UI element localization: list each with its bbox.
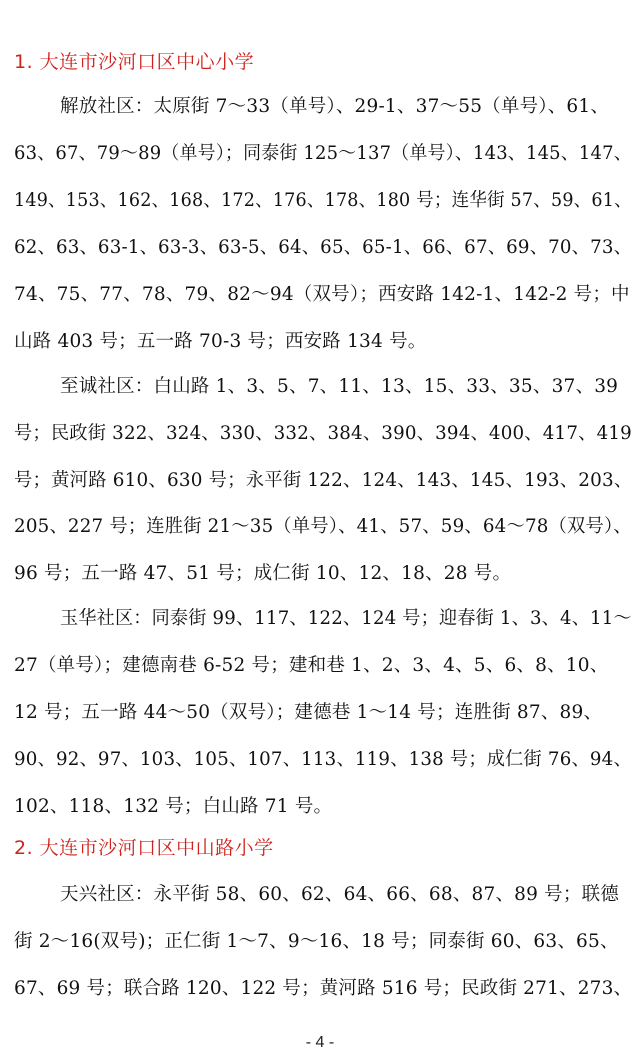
section-heading-1: 1. 大连市沙河口区中心小学 (14, 51, 255, 73)
text-line: 街 2～16(双号)；正仁街 1～7、9～16、18 号；同泰街 60、63、65、 (14, 931, 619, 952)
text-line: 天兴社区：永平街 58、60、62、64、66、68、87、89 号；联德 (60, 884, 619, 905)
text-line: 12 号；五一路 44～50（双号）；建德巷 1～14 号；连胜街 87、89、 (14, 702, 603, 723)
text-line: 149、153、162、168、172、176、178、180 号；连华街 57、59、61、 (14, 190, 632, 211)
text-line: 67、69 号；联合路 120、122 号；黄河路 516 号；民政街 271、273、 (14, 978, 633, 999)
text-line: 号；民政街 322、324、330、332、384、390、394、400、417、419 (14, 423, 632, 444)
text-line: 27（单号）；建德南巷 6-52 号；建和巷 1、2、3、4、5、6、8、10、 (14, 655, 609, 676)
page-number: - 4 - (305, 1034, 335, 1051)
section-heading-2: 2. 大连市沙河口区中山路小学 (14, 837, 274, 859)
text-line: 74、75、77、78、79、82～94（双号）；西安路 142-1、142-2 号；中 (14, 284, 630, 305)
text-line: 205、227 号；连胜街 21～35（单号）、41、57、59、64～78（双号）、 (14, 516, 632, 537)
text-line: 90、92、97、103、105、107、113、119、138 号；成仁街 76、94、 (14, 749, 632, 770)
text-line: 至诚社区：白山路 1、3、5、7、11、13、15、33、35、37、39 (60, 376, 619, 397)
text-line: 63、67、79～89（单号）；同泰街 125～137（单号）、143、145、147、 (14, 143, 632, 164)
text-line: 96 号；五一路 47、51 号；成仁街 10、12、18、28 号。 (14, 563, 512, 584)
text-line: 102、118、132 号；白山路 71 号。 (14, 796, 333, 817)
text-line: 山路 403 号；五一路 70-3 号；西安路 134 号。 (14, 331, 427, 352)
text-line: 62、63、63-1、63-3、63-5、64、65、65-1、66、67、69、70、73、 (14, 237, 633, 258)
text-line: 玉华社区：同泰街 99、117、122、124 号；迎春街 1、3、4、11～ (60, 608, 632, 629)
text-line: 号；黄河路 610、630 号；永平街 122、124、143、145、193、203、 (14, 470, 633, 491)
text-line: 解放社区：太原街 7～33（单号）、29-1、37～55（单号）、61、 (60, 96, 610, 117)
